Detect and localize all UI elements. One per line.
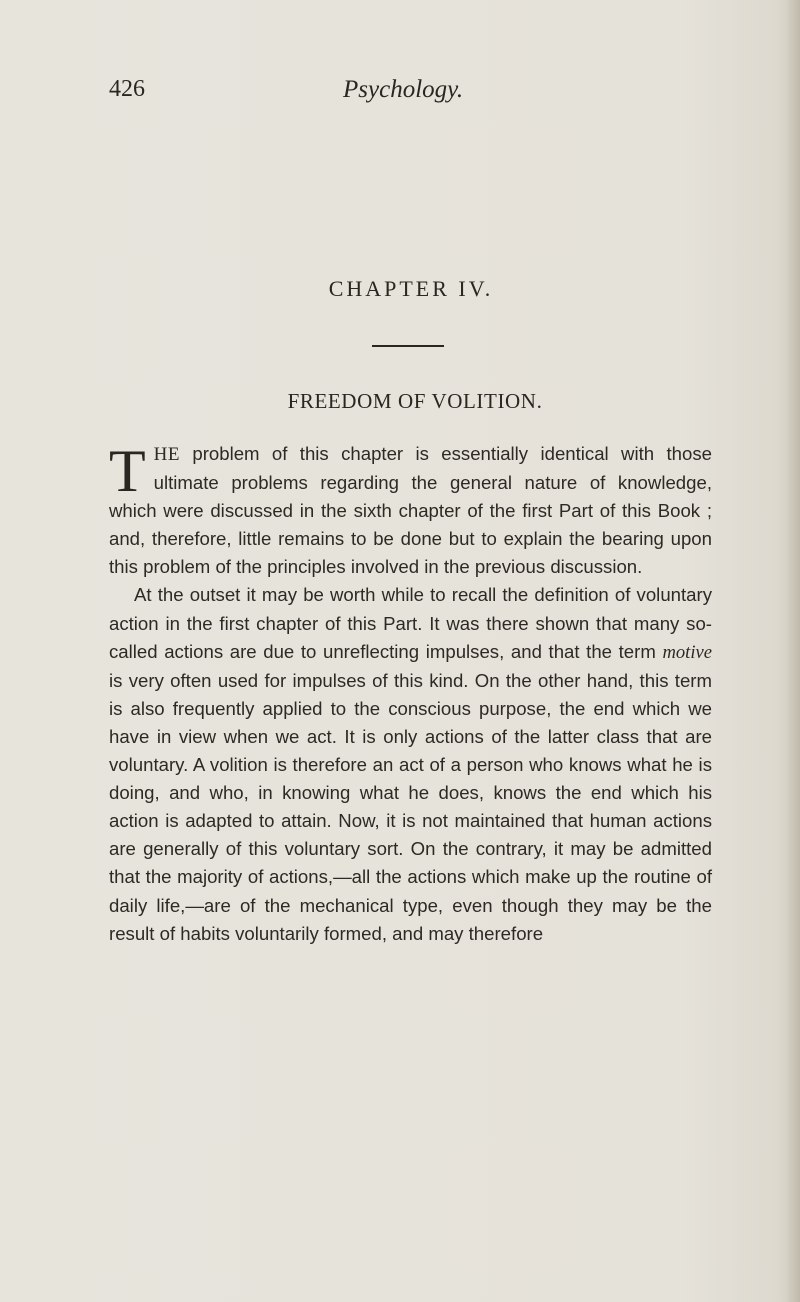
body-text [109, 440, 712, 948]
running-head [109, 76, 709, 108]
paragraph-1-text: problem of this chapter is essentially identical with those ultimate problems regarding the general nature of knowledge, which were discussed in the sixth chapter of the first Part of this Book ; and, therefore, little remains to be done but to explain the bearing upon this problem of the principles involved in the previous discussion. [109, 443, 712, 578]
paragraph-2-text-end: is very often used for impulses of this kind. On the other hand, this term is also frequently applied to the conscious purpose, the end which we have in view when we act. It is only actions of the latter class that are voluntary. A volition is therefore an act of a person who knows what he is doing, and who, in knowing what he does, knows the end which his action is adapted to attain. Now, it is not maintained that human actions are generally of this voluntary sort. On the contrary, it may be admitted that the majority of actions,—all the actions which make up the routine of daily life,—are of the mechanical type, even though they may be the result of habits voluntarily formed, and may therefore [109, 669, 712, 944]
chapter-title: FREEDOM OF VOLITION. [287, 389, 543, 413]
opening-smallcaps: HE [153, 444, 180, 465]
page-edge-shadow [786, 0, 800, 1302]
italic-term-motive: motive [662, 641, 712, 663]
chapter-divider-rule [372, 345, 444, 347]
paragraph-2-text-start: At the outset it may be worth while to recall the definition of voluntary action in the first chapter of this Part. It was there shown that many so-called actions are due to unreflecting impulses, and that the term [109, 584, 712, 662]
paragraph-2 [109, 581, 712, 947]
chapter-heading: CHAPTER IV. [328, 276, 494, 301]
paragraph-1 [109, 440, 712, 581]
drop-cap: T [109, 438, 146, 504]
page-number: 426 [109, 76, 145, 102]
running-title: Psychology. [343, 76, 464, 103]
